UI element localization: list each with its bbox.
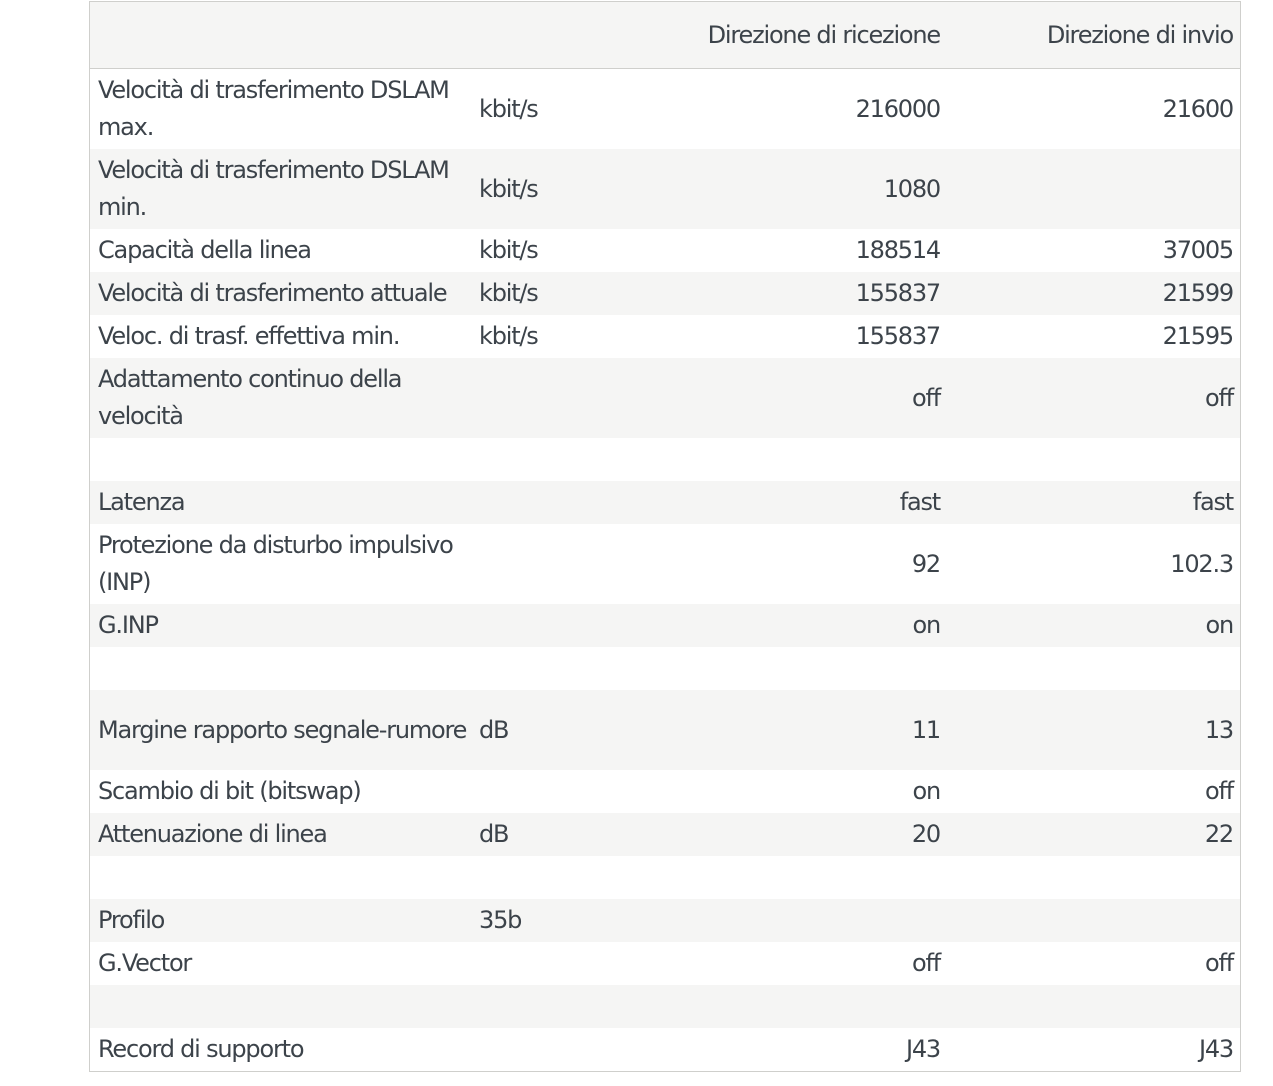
table-row xyxy=(90,315,1240,358)
row-receive-value: 155837 xyxy=(855,322,940,350)
row-send-value: 102.3 xyxy=(1170,549,1233,578)
row-label: Record di supporto xyxy=(98,1035,304,1063)
row-receive-value: on xyxy=(912,777,940,805)
table-row xyxy=(90,604,1240,647)
row-send-value xyxy=(940,899,1240,942)
table-row xyxy=(90,524,1240,604)
row-label xyxy=(90,647,479,690)
table-row xyxy=(90,813,1240,856)
spacer-row xyxy=(90,856,1240,899)
row-receive-value: 20 xyxy=(911,820,940,848)
table-row xyxy=(90,770,1240,813)
row-label: Capacità della linea xyxy=(98,236,311,264)
row-unit: kbit/s xyxy=(479,174,538,203)
row-unit xyxy=(479,1028,569,1071)
row-label: Velocità di trasferimento attuale xyxy=(98,279,447,307)
row-send-value: 13 xyxy=(1204,715,1233,744)
row-receive-value: 11 xyxy=(911,715,940,744)
row-receive-value: J43 xyxy=(905,1035,940,1063)
header-send-direction: Direzione di invio xyxy=(1046,20,1233,49)
row-unit xyxy=(479,481,569,524)
table-row xyxy=(90,899,1240,942)
row-unit xyxy=(479,358,569,438)
row-send-value: fast xyxy=(1192,488,1233,516)
row-send-value: 21599 xyxy=(1162,279,1233,307)
row-send-value: off xyxy=(1205,949,1233,977)
row-unit xyxy=(479,647,569,690)
row-unit xyxy=(479,604,569,647)
row-label xyxy=(90,856,479,899)
spacer-row xyxy=(90,647,1240,690)
table-row xyxy=(90,69,1240,149)
table-row xyxy=(90,1028,1240,1071)
row-label xyxy=(90,438,479,481)
row-unit: kbit/s xyxy=(479,94,538,123)
row-receive-value: off xyxy=(912,949,940,977)
table-row xyxy=(90,481,1240,524)
row-send-value: off xyxy=(1205,777,1233,805)
row-unit: dB xyxy=(479,820,509,848)
row-label: Scambio di bit (bitswap) xyxy=(98,777,361,805)
row-receive-value xyxy=(569,985,940,1028)
row-unit: dB xyxy=(479,715,509,744)
spacer-row xyxy=(90,985,1240,1028)
row-label: G.Vector xyxy=(98,949,192,977)
row-receive-value xyxy=(569,438,940,481)
row-send-value: 21595 xyxy=(1162,322,1233,350)
row-send-value: 21600 xyxy=(1162,94,1233,123)
row-send-value: J43 xyxy=(1198,1035,1233,1063)
dsl-info-table xyxy=(89,1,1241,1072)
row-send-value xyxy=(940,647,1240,690)
row-label: Latenza xyxy=(98,488,185,516)
row-send-value xyxy=(940,856,1240,899)
row-unit: kbit/s xyxy=(479,279,538,307)
row-unit xyxy=(479,942,569,985)
row-unit xyxy=(479,524,569,604)
spacer-row xyxy=(90,438,1240,481)
row-unit: kbit/s xyxy=(479,236,538,264)
table-row xyxy=(90,229,1240,272)
row-receive-value: 188514 xyxy=(855,236,940,264)
row-label: Velocità di trasferimento DSLAM max. xyxy=(98,76,449,141)
row-label: Margine rapporto segnale-rumore xyxy=(98,715,467,744)
table-row xyxy=(90,690,1240,770)
row-receive-value xyxy=(569,856,940,899)
table-row xyxy=(90,272,1240,315)
row-receive-value: 155837 xyxy=(855,279,940,307)
table-row xyxy=(90,942,1240,985)
row-send-value: off xyxy=(1205,383,1233,412)
row-receive-value: fast xyxy=(899,488,940,516)
row-unit xyxy=(479,770,569,813)
row-unit xyxy=(479,985,569,1028)
row-label: Velocità di trasferimento DSLAM min. xyxy=(98,156,449,221)
row-unit xyxy=(479,438,569,481)
row-receive-value xyxy=(569,647,940,690)
row-label xyxy=(90,985,479,1028)
row-send-value: on xyxy=(1205,611,1233,639)
row-label: Profilo xyxy=(98,906,165,934)
row-label: Attenuazione di linea xyxy=(98,820,327,848)
row-unit: kbit/s xyxy=(479,322,538,350)
table-row xyxy=(90,149,1240,229)
row-receive-value: on xyxy=(912,611,940,639)
row-send-value xyxy=(940,985,1240,1028)
row-send-value xyxy=(940,149,1240,229)
row-label: Veloc. di trasf. effettiva min. xyxy=(98,322,400,350)
row-unit xyxy=(479,856,569,899)
row-receive-value: off xyxy=(912,383,940,412)
row-receive-value: 92 xyxy=(911,549,940,578)
row-receive-value: 1080 xyxy=(883,174,940,203)
row-receive-value: 216000 xyxy=(855,94,940,123)
table-header-row xyxy=(90,2,1240,69)
row-send-value: 22 xyxy=(1204,820,1233,848)
row-send-value: 37005 xyxy=(1162,236,1233,264)
header-receive-direction: Direzione di ricezione xyxy=(707,20,940,49)
row-receive-value xyxy=(569,899,940,942)
row-label: G.INP xyxy=(98,611,158,639)
row-label: Protezione da disturbo impulsivo (INP) xyxy=(98,531,453,596)
table-row xyxy=(90,358,1240,438)
row-send-value xyxy=(940,438,1240,481)
row-unit: 35b xyxy=(479,906,522,934)
row-label: Adattamento continuo della velocità xyxy=(98,365,402,430)
